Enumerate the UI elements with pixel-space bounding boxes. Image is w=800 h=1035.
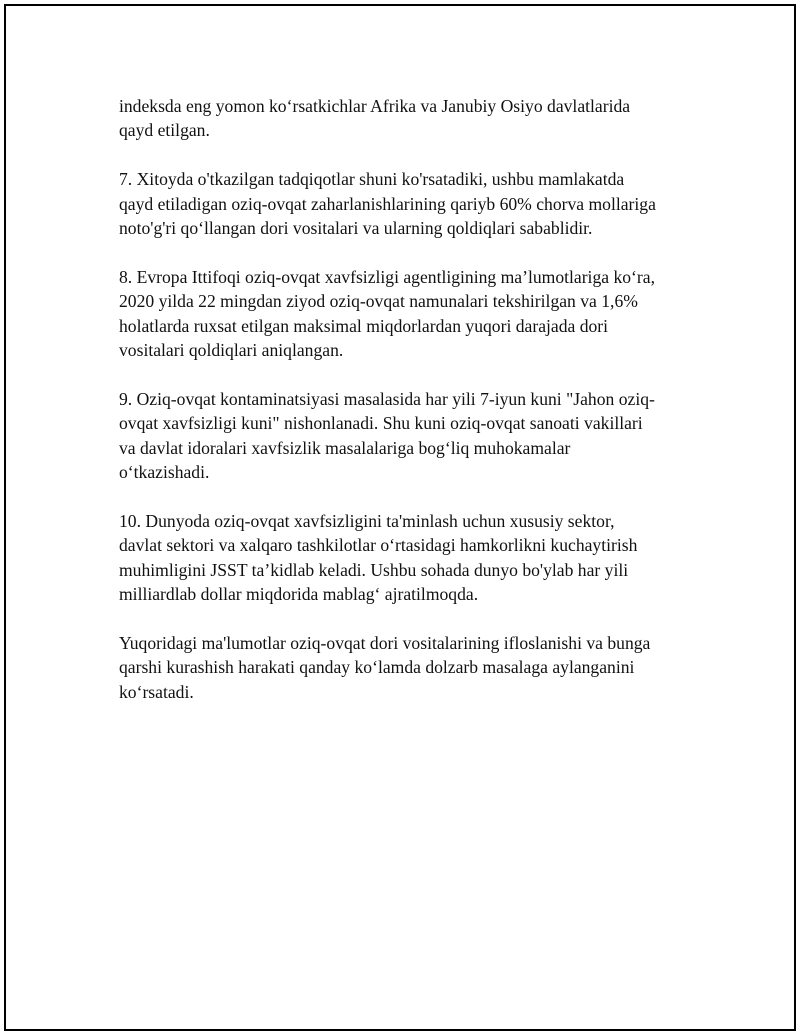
paragraph-item-7 — [119, 167, 699, 240]
text-line: indeksda eng yomon ko‘rsatkichlar Afrika va Janubiy Osiyo davlatlarida — [119, 96, 631, 116]
text-line: 2020 yilda 22 mingdan ziyod oziq-ovqat namunalari tekshirilgan va 1,6% — [119, 291, 638, 312]
text-line: 9. Oziq-ovqat kontaminatsiyasi masalasida har yili 7-iyun kuni "Jahon oziq- — [119, 388, 655, 409]
page-content — [119, 94, 699, 728]
paragraph-continuation — [119, 94, 699, 143]
text-line: o‘tkazishadi. — [119, 462, 210, 483]
text-line: va davlat idoralari xavfsizlik masalalariga bog‘liq muhokamalar — [119, 437, 571, 458]
paragraph-conclusion — [119, 631, 699, 704]
text-line: muhimligini JSST ta’kidlab keladi. Ushbu sohada dunyo bo'ylab har yili — [119, 559, 629, 580]
text-line: 8. Evropa Ittifoqi oziq-ovqat xavfsizligi agentligining ma’lumotlariga ko‘ra, — [119, 266, 655, 287]
text-line: ovqat xavfsizligi kuni" nishonlanadi. Shu kuni oziq-ovqat sanoati vakillari — [119, 413, 643, 434]
page-frame — [4, 4, 796, 1031]
text-line: qayd etilgan. — [119, 120, 210, 141]
text-line: ko‘rsatadi. — [119, 681, 194, 702]
text-line: qarshi kurashish harakati qanday ko‘lamda dolzarb masalaga aylanganini — [119, 657, 635, 678]
text-line: qayd etiladigan oziq-ovqat zaharlanishlarining qariyb 60% chorva mollariga — [119, 193, 656, 214]
text-line: 10. Dunyoda oziq-ovqat xavfsizligini ta'minlash uchun xususiy sektor, — [119, 510, 615, 531]
text-line: 7. Xitoyda o'tkazilgan tadqiqotlar shuni ko'rsatadiki, ushbu mamlakatda — [119, 169, 625, 190]
paragraph-item-8 — [119, 265, 699, 363]
text-line: milliardlab dollar miqdorida mablag‘ ajratilmoqda. — [119, 584, 479, 605]
paragraph-item-10 — [119, 509, 699, 607]
text-line: davlat sektori va xalqaro tashkilotlar o‘rtasidagi hamkorlikni kuchaytirish — [119, 535, 638, 556]
text-line: vositalari qoldiqlari aniqlangan. — [119, 340, 344, 361]
text-line: noto'g'ri qo‘llangan dori vositalari va ularning qoldiqlari sabablidir. — [119, 218, 593, 239]
paragraph-item-9 — [119, 387, 699, 485]
text-line: holatlarda ruxsat etilgan maksimal miqdorlardan yuqori darajada dori — [119, 315, 609, 336]
text-line: Yuqoridagi ma'lumotlar oziq-ovqat dori vositalarining ifloslanishi va bunga — [119, 632, 651, 653]
